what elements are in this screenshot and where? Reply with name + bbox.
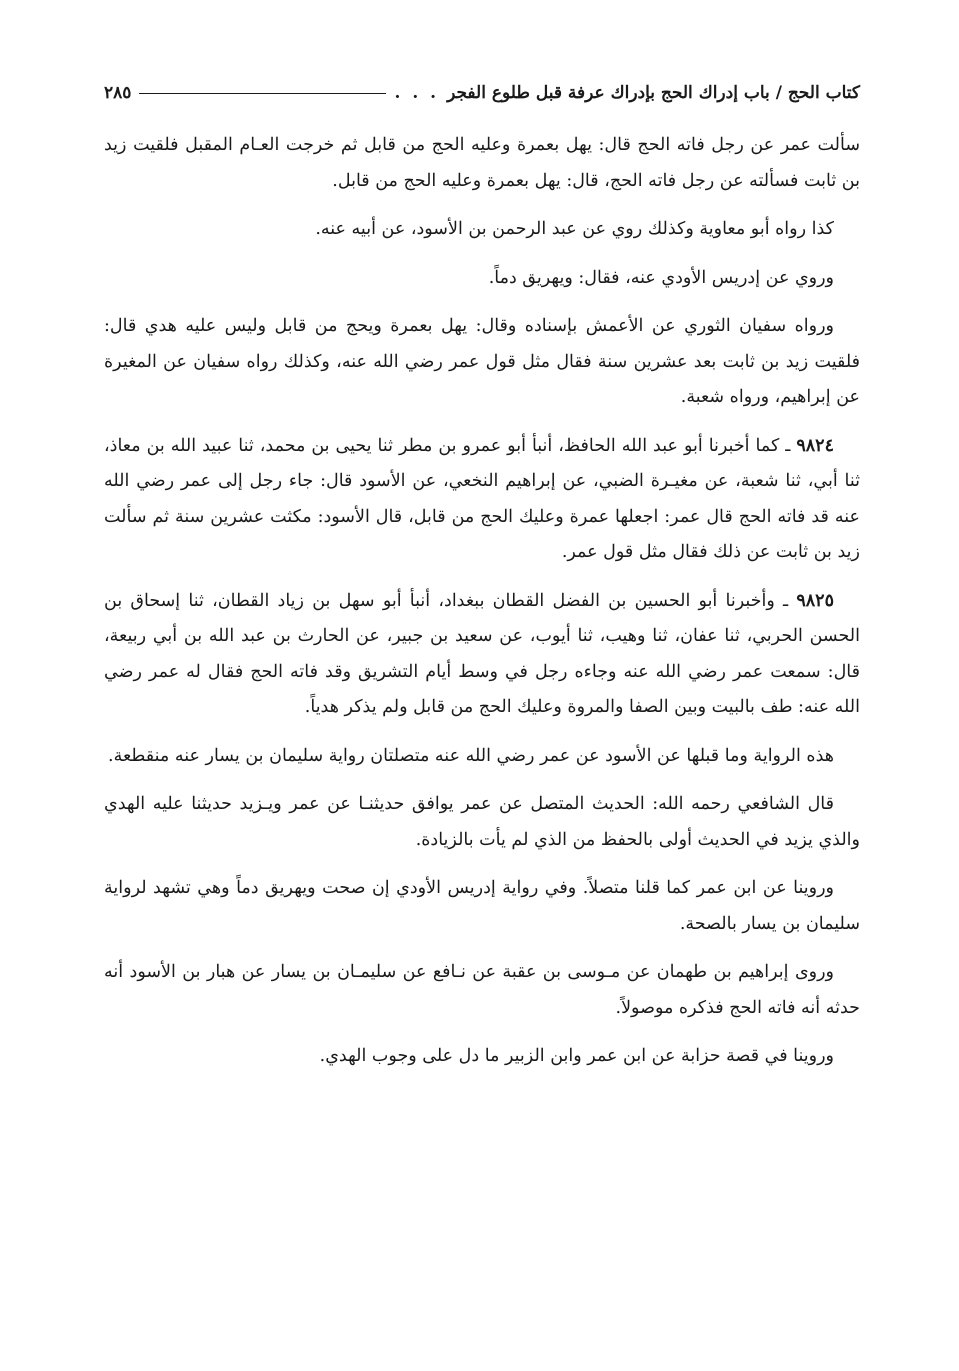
paragraph <box>104 128 860 199</box>
paragraph <box>104 261 860 297</box>
hadith-number: ٩٨٢٤ <box>796 435 834 456</box>
hadith-paragraph <box>104 584 860 726</box>
paragraph <box>104 787 860 858</box>
paragraph-text: قال الشافعي رحمه الله: الحديث المتصل عن عمر يوافق حديثنـا عن عمر ويـزيد حديثنا عليه الهدي والذي يزيد في الحديث أولى بالحفظ من الذي لم يأت بالزيادة. <box>104 794 860 850</box>
hadith-paragraph <box>104 429 860 571</box>
book-page <box>104 78 860 1088</box>
page-body <box>104 128 860 1075</box>
paragraph-text: ـ كما أخبرنا أبو عبد الله الحافظ، أنبأ أبو عمرو بن مطر ثنا يحيى بن محمد، ثنا عبيد الله بن معاذ، ثنا أبي، ثنا شعبة، عن مغيـرة الضبي، عن إبراهيم النخعي، عن الأسود قال: جاء رجل إلى عمر رضي الله عنه قد فاته الحج قال عمر: اجعلها عمرة وعليك الحج من قابل، قال الأسود: مكثت عشرين سنة ثم سألت زيد بن ثابت عن ذلك فقال مثل قول عمر. <box>104 435 860 562</box>
paragraph <box>104 739 860 775</box>
paragraph-text: سألت عمر عن رجل فاته الحج قال: يهل بعمرة وعليه الحج من قابل ثم خرجت العـام المقبل فلقيت زيد بن ثابت فسألته عن رجل فاته الحج، قال: يهل بعمرة وعليه الحج من قابل. <box>104 135 860 191</box>
paragraph-text: وروي عن إدريس الأودي عنه، فقال: ويهريق دماً. <box>488 267 834 288</box>
header-title: كتاب الحج / باب إدراك الحج بإدراك عرفة قبل طلوع الفجر <box>447 83 860 103</box>
paragraph <box>104 955 860 1026</box>
running-header <box>104 78 860 108</box>
paragraph-text: وروى إبراهيم بن طهمان عن مـوسى بن عقبة عن نـافع عن سليمـان بن يسار عن هبار بن الأسود أنه حدثه أنه فاته الحج فذكره موصولاً. <box>104 962 860 1018</box>
paragraph-text: وروينا عن ابن عمر كما قلنا متصلاً. وفي رواية إدريس الأودي إن صحت ويهريق دماً وهي تشهد لرواية سليمان بن يسار بالصحة. <box>104 878 860 934</box>
paragraph <box>104 212 860 248</box>
paragraph <box>104 309 860 416</box>
hadith-number: ٩٨٢٥ <box>796 590 834 611</box>
paragraph-text: وروينا في قصة حزابة عن ابن عمر وابن الزبير ما دل على وجوب الهدي. <box>319 1046 834 1066</box>
paragraph-text: هذه الرواية وما قبلها عن الأسود عن عمر رضي الله عنه متصلتان رواية سليمان بن يسار عنه منقطعة. <box>108 745 834 766</box>
page-number: ٢٨٥ <box>104 83 132 103</box>
paragraph <box>104 871 860 942</box>
paragraph <box>104 1039 860 1075</box>
paragraph-text: ـ وأخبرنا أبو الحسين بن الفضل القطان ببغداد، أنبأ أبو سهل بن زياد القطان، ثنا إسحاق بن الحسن الحربي، ثنا عفان، ثنا وهيب، ثنا أيوب، عن سعيد بن جبير، عن الحارث بن عبد الله بن أبي ربيعة، قال: سمعت عمر رضي الله عنه وجاءه رجل في وسط أيام التشريق وقد فاته الحج فقال له عمر رضي الله عنه: طف بالبيت وبين الصفا والمروة وعليك الحج من قابل ولم يذكر هدياً. <box>104 590 860 717</box>
paragraph-text: ورواه سفيان الثوري عن الأعمش بإسناده وقال: يهل بعمرة ويحج من قابل وليس عليه هدي قال: فلقيت زيد بن ثابت بعد عشرين سنة فقال مثل قول عمر رضي الله عنه، وكذلك رواه سفيان عن المغيرة عن إبراهيم، ورواه شعبة. <box>104 316 860 407</box>
header-ellipsis: . . . <box>394 83 440 103</box>
header-rule <box>139 93 386 94</box>
paragraph-text: كذا رواه أبو معاوية وكذلك روي عن عبد الرحمن بن الأسود، عن أبيه عنه. <box>315 219 834 239</box>
